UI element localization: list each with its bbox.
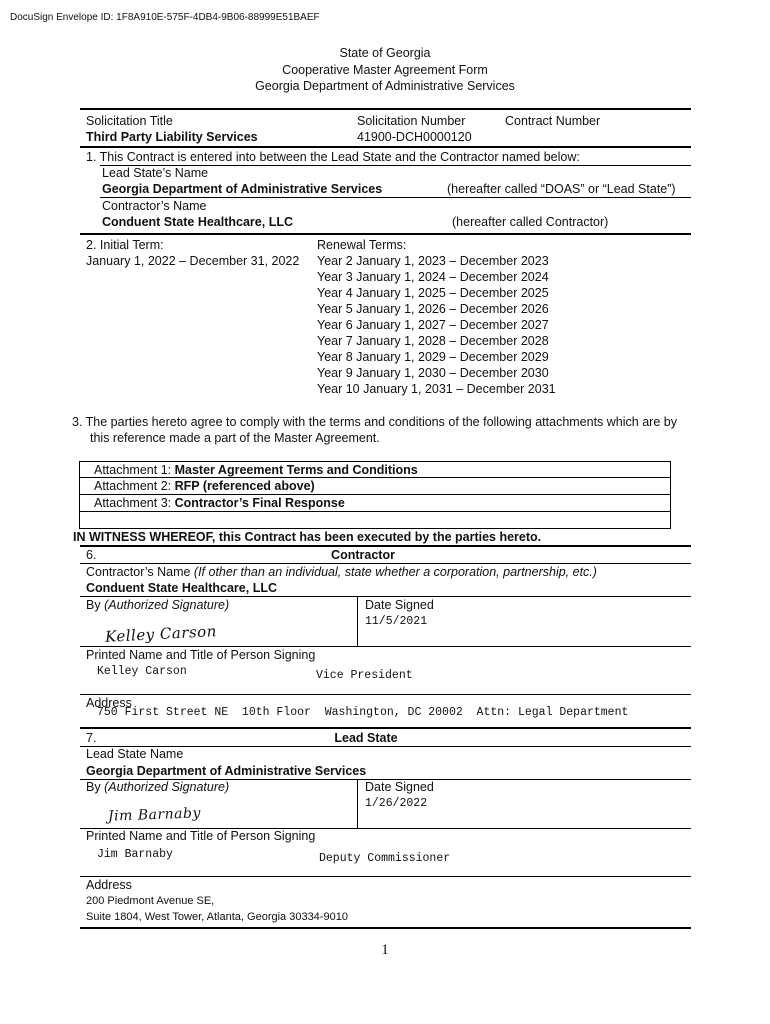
lead-date-divider xyxy=(357,779,358,828)
lead-printed-title: Deputy Commissioner xyxy=(319,852,451,865)
renewal-year-2: Year 2 January 1, 2023 – December 2023 xyxy=(317,254,549,268)
contractor-name-label: Contractor’s Name xyxy=(102,199,207,213)
contractor-date-divider xyxy=(357,596,358,646)
attachments-row-rule-2 xyxy=(79,494,671,495)
renewal-year-10: Year 10 January 1, 2031 – December 2031 xyxy=(317,382,556,396)
contract-number-label: Contract Number xyxy=(505,114,601,128)
contractor-by-hint: (Authorized Signature) xyxy=(104,598,230,612)
attachment-1 xyxy=(94,463,418,477)
renewal-year-3: Year 3 January 1, 2024 – December 2024 xyxy=(317,270,549,284)
section3-line2: this reference made a part of the Master Agreement. xyxy=(90,431,380,445)
lead-state-note: (hereafter called “DOAS” or “Lead State”) xyxy=(447,182,676,196)
attachment-2-name: RFP (referenced above) xyxy=(174,479,315,493)
attachment-1-prefix: Attachment 1: xyxy=(94,463,175,477)
rule-lead-top xyxy=(80,727,691,729)
renewal-year-9: Year 9 January 1, 2030 – December 2030 xyxy=(317,366,549,380)
contractor-printed-name: Kelley Carson xyxy=(97,665,187,678)
lead-date-label: Date Signed xyxy=(365,780,434,794)
contractor-name-row xyxy=(86,565,597,579)
rule-c3 xyxy=(80,646,691,647)
initial-term-value: January 1, 2022 – December 31, 2022 xyxy=(86,254,300,268)
lead-date-value: 1/26/2022 xyxy=(365,797,428,810)
solicitation-title-value: Third Party Liability Services xyxy=(86,130,258,144)
contractor-name-row-value: Conduent State Healthcare, LLC xyxy=(86,581,277,595)
rule-c1 xyxy=(80,563,691,564)
lead-block-heading: Lead State xyxy=(334,731,398,745)
contractor-name-row-label: Contractor’s Name xyxy=(86,565,194,579)
rule-c2 xyxy=(80,596,691,597)
attachment-2 xyxy=(94,479,315,493)
renewal-year-7: Year 7 January 1, 2028 – December 2028 xyxy=(317,334,549,348)
envelope-id: DocuSign Envelope ID: 1F8A910E-575F-4DB4-9B06-88999E51BAEF xyxy=(10,12,320,23)
rule-2 xyxy=(80,233,691,235)
contractor-name-value: Conduent State Healthcare, LLC xyxy=(102,215,293,229)
contractor-address-label: Address xyxy=(86,696,132,710)
initial-term-label: 2. Initial Term: xyxy=(86,238,164,252)
renewal-year-4: Year 4 January 1, 2025 – December 2025 xyxy=(317,286,549,300)
lead-address-line1: 200 Piedmont Avenue SE, xyxy=(86,895,215,907)
solicitation-number-value: 41900-DCH0000120 xyxy=(357,130,472,144)
renewal-year-6: Year 6 January 1, 2027 – December 2027 xyxy=(317,318,549,332)
header-line1: State of Georgia xyxy=(339,46,431,60)
solicitation-number-label: Solicitation Number xyxy=(357,114,466,128)
rule-1 xyxy=(80,146,691,148)
lead-address-line2: Suite 1804, West Tower, Atlanta, Georgia 30334-9010 xyxy=(86,911,348,923)
rule-l4 xyxy=(80,876,691,877)
lead-name-value: Georgia Department of Administrative Services xyxy=(86,764,367,778)
lead-printed-label: Printed Name and Title of Person Signing xyxy=(86,829,316,843)
renewal-label: Renewal Terms: xyxy=(317,238,407,252)
contractor-block-number: 6. xyxy=(86,548,97,562)
lead-address-label: Address xyxy=(86,878,132,892)
lead-by-hint: (Authorized Signature) xyxy=(104,780,230,794)
contractor-name-row-hint: (If other than an individual, state whether a corporation, partnership, etc.) xyxy=(193,565,597,579)
lead-block-number: 7. xyxy=(86,731,97,745)
section3-line1: 3. The parties hereto agree to comply with the terms and conditions of the following attachments which are by xyxy=(72,415,677,429)
lead-by-label xyxy=(86,780,229,794)
lead-signature: Jim Barnaby xyxy=(107,805,202,825)
contractor-printed-title: Vice President xyxy=(316,669,413,682)
contractor-block-heading: Contractor xyxy=(331,548,395,562)
witness-statement: IN WITNESS WHEREOF, this Contract has been executed by the parties hereto. xyxy=(73,530,542,544)
rule-c4 xyxy=(80,694,691,695)
attachment-3-prefix: Attachment 3: xyxy=(94,496,175,510)
contractor-address-value: 750 First Street NE 10th Floor Washington, DC 20002 Attn: Legal Department xyxy=(97,706,629,719)
attachment-2-prefix: Attachment 2: xyxy=(94,479,175,493)
attachments-row-rule-3 xyxy=(79,511,671,512)
section1-text: 1. This Contract is entered into between the Lead State and the Contractor named below: xyxy=(86,150,580,164)
page-number: 1 xyxy=(381,942,389,958)
attachment-3 xyxy=(94,496,345,510)
lead-state-value: Georgia Department of Administrative Services xyxy=(102,182,383,196)
contractor-date-value: 11/5/2021 xyxy=(365,615,428,628)
contractor-signature: Kelley Carson xyxy=(104,622,218,646)
header-line3: Georgia Department of Administrative Services xyxy=(255,79,515,93)
contractor-printed-label: Printed Name and Title of Person Signing xyxy=(86,648,316,662)
lead-by-text: By xyxy=(86,780,105,794)
attachment-3-name: Contractor’s Final Response xyxy=(174,496,345,510)
solicitation-title-label: Solicitation Title xyxy=(86,114,173,128)
contractor-date-label: Date Signed xyxy=(365,598,434,612)
lead-name-label: Lead State Name xyxy=(86,747,184,761)
attachments-row-rule-1 xyxy=(79,477,671,478)
contractor-note: (hereafter called Contractor) xyxy=(452,215,609,229)
contractor-by-text: By xyxy=(86,598,105,612)
renewal-year-8: Year 8 January 1, 2029 – December 2029 xyxy=(317,350,549,364)
lead-state-label: Lead State’s Name xyxy=(102,166,209,180)
header-line2: Cooperative Master Agreement Form xyxy=(282,63,488,77)
attachment-1-name: Master Agreement Terms and Conditions xyxy=(174,463,418,477)
rule-contractor-top xyxy=(80,545,691,547)
lead-printed-name: Jim Barnaby xyxy=(97,848,173,861)
rule-1c xyxy=(100,197,691,198)
rule-bottom xyxy=(80,927,691,929)
top-rule xyxy=(80,108,691,110)
contractor-by-label xyxy=(86,598,229,612)
renewal-year-5: Year 5 January 1, 2026 – December 2026 xyxy=(317,302,549,316)
